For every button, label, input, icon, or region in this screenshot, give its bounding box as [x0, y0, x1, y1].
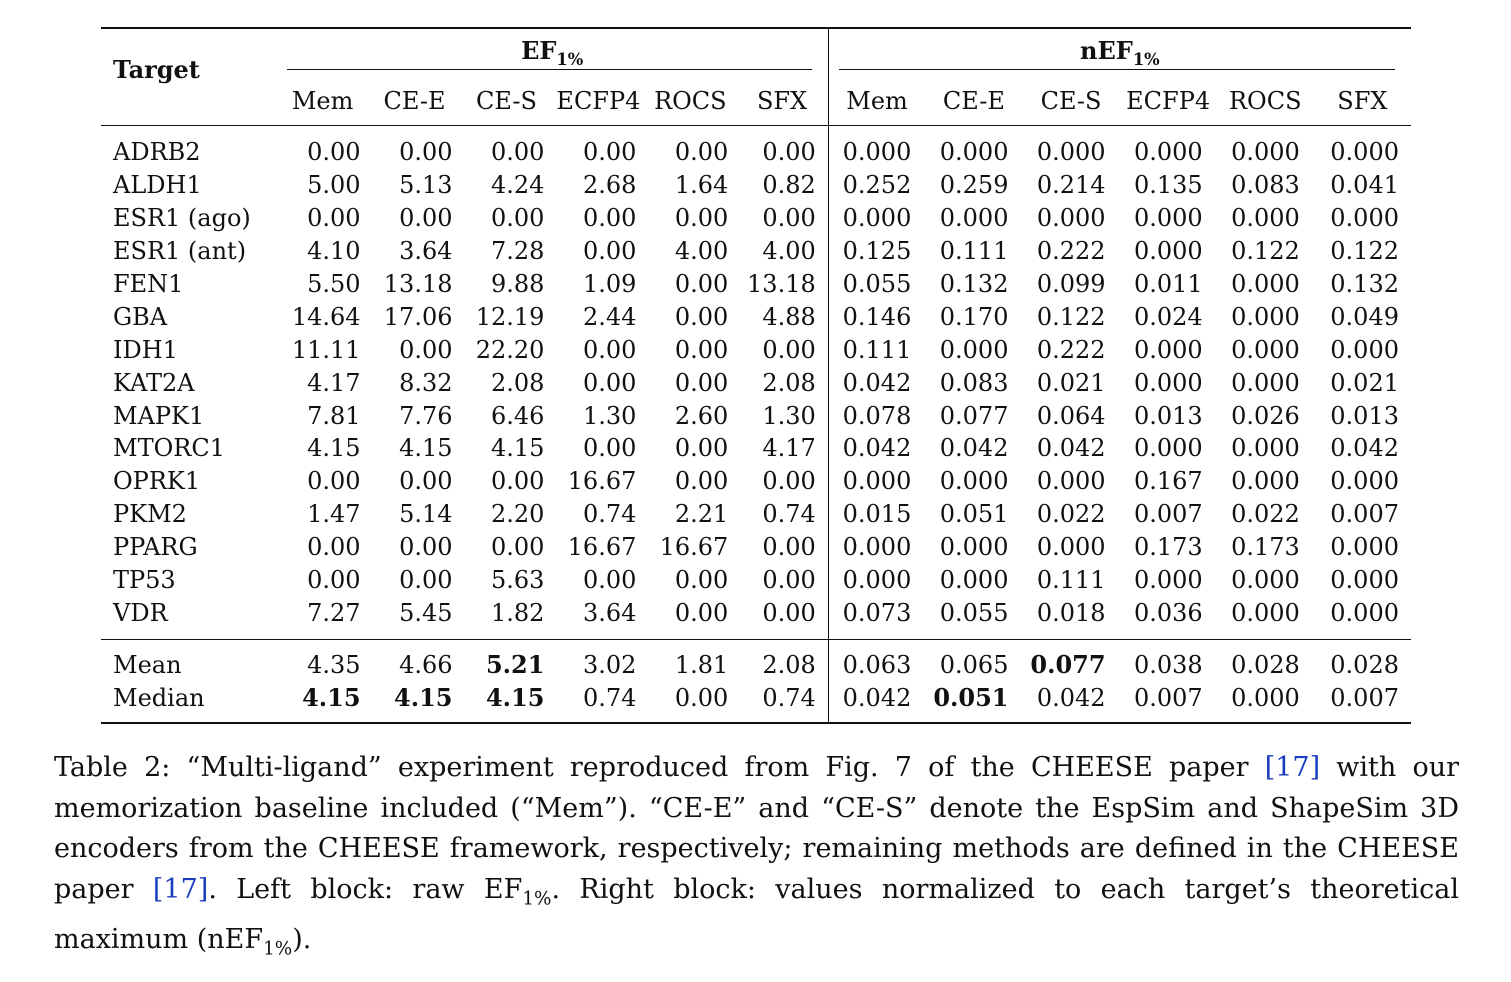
nef-value-cell: 0.000 [1133, 204, 1203, 233]
ef-value-cell: 2.44 [582, 302, 637, 331]
ef-value-cell: 0.00 [674, 204, 729, 233]
ef-value-cell: 11.11 [291, 335, 361, 364]
results-table-container [101, 27, 1411, 724]
nef-value-cell: 0.007 [1330, 683, 1399, 712]
nef-value-cell: 0.000 [939, 335, 1009, 364]
nef-column-header: CE-E [942, 87, 1005, 115]
nef-value-cell: 0.000 [1036, 204, 1106, 233]
ef-value-cell: 0.00 [582, 335, 637, 364]
ef-value-cell: 4.15 [302, 683, 361, 713]
nef-value-cell: 0.000 [842, 566, 912, 595]
table-summary [101, 640, 1411, 724]
ef-value-cell: 16.67 [567, 467, 637, 496]
nef-value-cell: 0.000 [1330, 598, 1399, 627]
nef-value-cell: 0.000 [842, 138, 912, 167]
ef-value-cell: 0.00 [307, 566, 361, 595]
nef-value-cell: 0.022 [1231, 500, 1300, 529]
column-header-row [101, 77, 1411, 126]
ef-value-cell: 0.00 [307, 533, 361, 562]
nef-value-cell: 0.024 [1133, 302, 1203, 331]
ef-value-cell: 0.00 [307, 138, 361, 167]
table-caption: Table 2: “Multi-ligand” experiment reproduced from Fig. 7 of the CHEESE paper [17] with our memorization baseline included (“Mem”). “CE-E” and “CE-S” denote the EspSim and ShapeSim 3D encoders from the CHEESE framework, respectively; remaining methods are defined in the CHEESE paper [17]. Left block: raw $EF_{1\%}$. Right block: values normalized to each target’s theoretical maximum (nEF$_{1\%}$). [54, 752, 1460, 960]
ef-value-cell: 7.27 [307, 598, 361, 627]
nef-value-cell: 0.214 [1036, 171, 1106, 200]
nef-column-header: SFX [1337, 87, 1388, 115]
nef-value-cell: 0.042 [1036, 434, 1106, 463]
ef-value-cell: 2.20 [491, 500, 545, 529]
nef-value-cell: 0.000 [939, 467, 1009, 496]
table-row [101, 300, 1411, 333]
ef-value-cell: 4.35 [307, 650, 361, 679]
nef-value-cell: 0.000 [1231, 270, 1300, 298]
nef-value-cell: 0.000 [1231, 683, 1300, 712]
nef-value-cell: 0.111 [939, 237, 1009, 266]
nef-value-cell: 0.051 [939, 500, 1009, 529]
nef-value-cell: 0.122 [1231, 237, 1300, 266]
ef-value-cell: 16.67 [567, 533, 637, 562]
nef-value-cell: 0.065 [939, 650, 1009, 679]
nef-value-cell: 0.042 [842, 434, 912, 463]
nef-value-cell: 0.021 [1036, 368, 1106, 397]
target-cell: PKM2 [113, 500, 187, 529]
table-row [101, 399, 1411, 432]
ef-value-cell: 6.46 [491, 401, 545, 430]
ef-value-cell: 0.00 [736, 596, 828, 639]
nef-value-cell: 0.170 [939, 302, 1009, 331]
nef-value-cell: 0.015 [842, 500, 912, 529]
nef-column-header: Mem [846, 87, 908, 115]
nef-value-cell: 0.000 [1330, 566, 1399, 595]
ef-value-cell: 0.00 [582, 434, 637, 463]
nef-value-cell: 0.000 [842, 467, 912, 496]
nef-group-header [828, 28, 1411, 77]
nef-value-cell: 0.135 [1133, 171, 1203, 200]
ef-value-cell: 13.18 [383, 270, 453, 298]
ef-value-cell: 9.88 [491, 270, 545, 298]
table-row [101, 268, 1411, 301]
ef-value-cell: 0.00 [674, 598, 729, 627]
ef-value-cell: 0.00 [736, 333, 828, 366]
ef-value-cell: 0.00 [491, 467, 545, 496]
ef-value-cell: 0.00 [674, 270, 729, 298]
ef-value-cell: 0.00 [674, 683, 729, 712]
ef-value-cell: 1.82 [491, 598, 545, 627]
summary-row [101, 640, 1411, 682]
nef-value-cell: 0.099 [1036, 270, 1106, 298]
table-row [101, 126, 1411, 169]
target-cell: OPRK1 [113, 467, 201, 496]
nef-value-cell: 0.000 [1330, 335, 1399, 364]
ef-value-cell: 5.14 [399, 500, 453, 529]
nef-value-cell: 0.049 [1330, 302, 1399, 331]
table-row [101, 498, 1411, 531]
nef-value-cell: 0.222 [1036, 335, 1106, 364]
ef-value-cell: 4.17 [307, 368, 361, 397]
ef-value-cell: 0.00 [307, 467, 361, 496]
ef-value-cell: 0.74 [736, 498, 828, 531]
nef-value-cell: 0.007 [1133, 683, 1203, 712]
target-cell: VDR [113, 598, 168, 627]
ef-value-cell: 0.00 [582, 368, 637, 397]
nef-value-cell: 0.007 [1330, 500, 1399, 529]
nef-value-cell: 0.000 [1330, 533, 1399, 562]
nef-value-cell: 0.018 [1036, 598, 1106, 627]
nef-value-cell: 0.022 [1036, 500, 1106, 529]
ef-value-cell: 0.00 [582, 237, 637, 266]
target-cell: IDH1 [113, 335, 178, 364]
table-row [101, 564, 1411, 597]
nef-value-cell: 0.000 [1231, 368, 1300, 397]
ef-value-cell: 4.00 [674, 237, 729, 266]
nef-value-cell: 0.000 [1036, 533, 1106, 562]
target-cell: MAPK1 [113, 401, 205, 430]
ef-value-cell: 0.00 [582, 138, 637, 167]
ef-value-cell: 5.00 [307, 171, 361, 200]
nef-value-cell: 0.132 [1330, 270, 1399, 298]
ef-value-cell: 0.00 [399, 138, 453, 167]
nef-column-header: ROCS [1228, 87, 1302, 115]
ef-value-cell: 17.06 [383, 302, 453, 331]
nef-column-header: ECFP4 [1126, 87, 1211, 115]
nef-value-cell: 0.042 [1036, 683, 1106, 712]
nef-value-cell: 0.063 [842, 650, 912, 679]
ef-value-cell: 0.00 [736, 531, 828, 564]
nef-group-label: nEF$_{1\%}$ [1080, 35, 1160, 69]
ef-value-cell: 0.00 [736, 202, 828, 235]
ef-value-cell: 4.17 [736, 432, 828, 465]
target-cell: ALDH1 [113, 171, 202, 200]
ef-value-cell: 4.15 [491, 434, 545, 463]
nef-value-cell: 0.000 [1231, 335, 1300, 364]
target-cell: MTORC1 [113, 434, 225, 463]
nef-value-cell: 0.055 [939, 598, 1009, 627]
ef-value-cell: 0.00 [399, 566, 453, 595]
ef-value-cell: 4.00 [736, 235, 828, 268]
target-header: Target [113, 54, 200, 84]
table-row [101, 169, 1411, 202]
ef-value-cell: 5.21 [485, 650, 545, 680]
ef-value-cell: 3.02 [582, 650, 637, 679]
table-body [101, 126, 1411, 640]
nef-value-cell: 0.000 [939, 566, 1009, 595]
ef-value-cell: 0.74 [582, 500, 637, 529]
ef-value-cell: 2.21 [674, 500, 729, 529]
ef-value-cell: 13.18 [736, 268, 828, 301]
table-row [101, 531, 1411, 564]
ef-value-cell: 0.00 [674, 566, 729, 595]
ef-column-header: ECFP4 [556, 87, 641, 115]
nef-value-cell: 0.083 [939, 368, 1009, 397]
nef-value-cell: 0.007 [1133, 500, 1203, 529]
nef-value-cell: 0.000 [1231, 434, 1300, 463]
target-cell: FEN1 [113, 270, 184, 298]
ef-value-cell: 1.47 [307, 500, 361, 529]
nef-value-cell: 0.073 [842, 598, 912, 627]
nef-value-cell: 0.013 [1133, 401, 1203, 430]
nef-value-cell: 0.259 [939, 171, 1009, 200]
ef-value-cell: 4.66 [399, 650, 453, 679]
ef-value-cell: 4.15 [485, 683, 545, 713]
nef-value-cell: 0.078 [842, 401, 912, 430]
nef-value-cell: 0.000 [1231, 302, 1300, 331]
target-cell: ESR1 (ant) [113, 237, 247, 266]
nef-value-cell: 0.028 [1330, 650, 1399, 679]
ef-value-cell: 4.88 [736, 300, 828, 333]
table-row [101, 596, 1411, 639]
ef-value-cell: 16.67 [659, 533, 729, 562]
nef-value-cell: 0.011 [1133, 270, 1203, 298]
ef-value-cell: 0.00 [399, 204, 453, 233]
ef-value-cell: 0.00 [674, 138, 729, 167]
nef-value-cell: 0.036 [1133, 598, 1203, 627]
ef-value-cell: 0.00 [491, 204, 545, 233]
ef-value-cell: 2.08 [736, 366, 828, 399]
ef-value-cell: 4.24 [491, 171, 545, 200]
nef-value-cell: 0.000 [1036, 138, 1106, 167]
nef-value-cell: 0.000 [939, 533, 1009, 562]
ef-value-cell: 0.00 [307, 204, 361, 233]
nef-value-cell: 0.000 [1231, 566, 1300, 595]
nef-value-cell: 0.000 [1036, 467, 1106, 496]
results-table [101, 27, 1411, 724]
ef-value-cell: 2.68 [582, 171, 637, 200]
target-cell: TP53 [113, 566, 176, 595]
ef-value-cell: 1.64 [674, 171, 729, 200]
nef-value-cell: 0.000 [1133, 335, 1203, 364]
ef-value-cell: 5.63 [491, 566, 545, 595]
nef-value-cell: 0.000 [1231, 204, 1300, 233]
nef-value-cell: 0.000 [939, 204, 1009, 233]
nef-value-cell: 0.042 [1330, 434, 1399, 463]
ef-value-cell: 1.30 [736, 399, 828, 432]
table-row [101, 235, 1411, 268]
ef-group-header [277, 28, 829, 77]
ef-value-cell: 0.00 [399, 533, 453, 562]
ef-value-cell: 0.00 [491, 533, 545, 562]
ef-column-header: CE-S [476, 87, 537, 115]
ef-value-cell: 7.28 [491, 237, 545, 266]
ef-value-cell: 5.45 [399, 598, 453, 627]
ef-value-cell: 0.00 [491, 138, 545, 167]
nef-value-cell: 0.111 [842, 335, 912, 364]
nef-value-cell: 0.042 [842, 368, 912, 397]
nef-value-cell: 0.000 [1231, 598, 1300, 627]
ef-value-cell: 0.00 [582, 566, 637, 595]
ef-value-cell: 0.00 [674, 467, 729, 496]
nef-value-cell: 0.028 [1231, 650, 1300, 679]
nef-value-cell: 0.013 [1330, 401, 1399, 430]
ef-value-cell: 0.00 [736, 564, 828, 597]
ef-value-cell: 0.00 [399, 335, 453, 364]
nef-value-cell: 0.051 [933, 683, 1009, 713]
ef-value-cell: 1.81 [674, 650, 729, 679]
nef-value-cell: 0.000 [842, 533, 912, 562]
nef-value-cell: 0.173 [1133, 533, 1203, 562]
citation-link-17[interactable]: [17] [1264, 752, 1321, 783]
ef-value-cell: 0.00 [674, 302, 729, 331]
ef-value-cell: 1.30 [582, 401, 637, 430]
ef-value-cell: 3.64 [582, 598, 637, 627]
ef-value-cell: 0.00 [674, 335, 729, 364]
ef-value-cell: 0.82 [736, 169, 828, 202]
ef-value-cell: 5.50 [307, 270, 361, 298]
ef-value-cell: 22.20 [475, 335, 545, 364]
ef-value-cell: 7.76 [399, 401, 453, 430]
ef-value-cell: 0.00 [582, 204, 637, 233]
ef-value-cell: 7.81 [307, 401, 361, 430]
table-row [101, 202, 1411, 235]
table-row [101, 333, 1411, 366]
nef-value-cell: 0.000 [1133, 434, 1203, 463]
ef-value-cell: 4.15 [399, 434, 453, 463]
summary-row [101, 681, 1411, 723]
ef-value-cell: 0.00 [674, 434, 729, 463]
nef-value-cell: 0.000 [1133, 368, 1203, 397]
ef-value-cell: 2.08 [736, 640, 828, 682]
nef-value-cell: 0.000 [1133, 237, 1203, 266]
ef-value-cell: 0.74 [736, 681, 828, 723]
target-cell: Mean [113, 650, 182, 679]
target-cell: KAT2A [113, 368, 195, 397]
ef-column-header: SFX [736, 77, 828, 126]
nef-value-cell: 0.000 [1330, 467, 1399, 496]
citation-link-17-second[interactable]: [17] [152, 873, 209, 905]
nef-value-cell: 0.064 [1036, 401, 1106, 430]
ef-value-cell: 8.32 [399, 368, 453, 397]
ef-value-cell: 4.15 [307, 434, 361, 463]
target-cell: ESR1 (ago) [113, 204, 251, 233]
nef-value-cell: 0.000 [1330, 138, 1399, 167]
table-header [101, 28, 1411, 126]
ef-value-cell: 0.00 [399, 467, 453, 496]
nef-value-cell: 0.000 [1133, 566, 1203, 595]
nef-value-cell: 0.146 [842, 302, 912, 331]
nef-value-cell: 0.000 [1231, 138, 1300, 167]
ef-value-cell: 2.60 [674, 401, 729, 430]
table-row [101, 465, 1411, 498]
ef-value-cell: 0.74 [582, 683, 637, 712]
ef-value-cell: 3.64 [399, 237, 453, 266]
nef-value-cell: 0.222 [1036, 237, 1106, 266]
target-cell: PPARG [113, 533, 198, 562]
target-cell: ADRB2 [113, 138, 201, 167]
nef-value-cell: 0.077 [939, 401, 1009, 430]
nef-value-cell: 0.167 [1133, 467, 1203, 496]
nef-value-cell: 0.122 [1330, 237, 1399, 266]
ef-column-header: ROCS [654, 87, 727, 115]
nef-value-cell: 0.132 [939, 270, 1009, 298]
nef-value-cell: 0.173 [1231, 533, 1300, 562]
nef-value-cell: 0.125 [842, 237, 912, 266]
nef-value-cell: 0.122 [1036, 302, 1106, 331]
ef-column-header: Mem [291, 87, 354, 115]
nef-value-cell: 0.042 [939, 434, 1009, 463]
nef-value-cell: 0.077 [1030, 650, 1106, 680]
ef-value-cell: 4.15 [394, 683, 453, 713]
table-row [101, 366, 1411, 399]
nef-value-cell: 0.083 [1231, 171, 1300, 200]
nef-value-cell: 0.000 [1133, 138, 1203, 167]
ef-value-cell: 14.64 [291, 302, 361, 331]
nef-value-cell: 0.000 [939, 138, 1009, 167]
ef-column-header: CE-E [383, 87, 446, 115]
nef-value-cell: 0.111 [1036, 566, 1106, 595]
ef-value-cell: 1.09 [582, 270, 637, 298]
nef-value-cell: 0.042 [842, 683, 912, 712]
table-row [101, 432, 1411, 465]
nef-value-cell: 0.038 [1133, 650, 1203, 679]
ef-group-label: $EF_{1\%}$ [521, 35, 584, 69]
ef-value-cell: 0.00 [736, 465, 828, 498]
nef-value-cell: 0.026 [1231, 401, 1300, 430]
target-cell: GBA [113, 302, 168, 331]
ef-value-cell: 12.19 [475, 302, 545, 331]
nef-value-cell: 0.000 [842, 204, 912, 233]
ef-value-cell: 2.08 [491, 368, 545, 397]
target-cell: Median [113, 683, 205, 712]
ef-value-cell: 4.10 [307, 237, 361, 266]
nef-column-header: CE-S [1040, 87, 1102, 115]
nef-value-cell: 0.252 [842, 171, 912, 200]
ef-value-cell: 0.00 [736, 126, 828, 169]
nef-value-cell: 0.000 [1330, 204, 1399, 233]
ef-value-cell: 5.13 [399, 171, 453, 200]
nef-value-cell: 0.000 [1231, 467, 1300, 496]
nef-value-cell: 0.041 [1330, 171, 1399, 200]
ef-value-cell: 0.00 [674, 368, 729, 397]
nef-value-cell: 0.055 [842, 270, 912, 298]
nef-value-cell: 0.021 [1330, 368, 1399, 397]
